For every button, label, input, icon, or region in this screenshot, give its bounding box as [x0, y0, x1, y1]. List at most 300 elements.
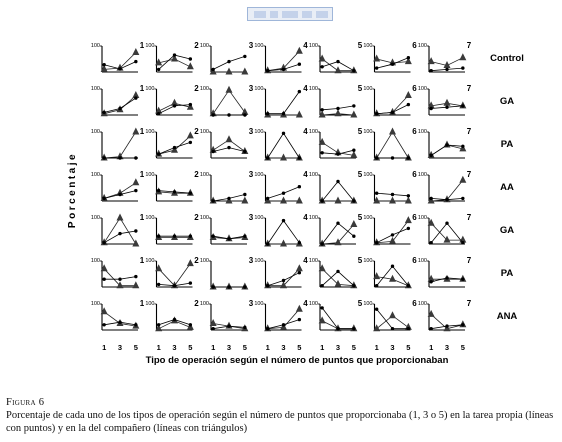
x-tick-labels [102, 343, 465, 352]
partner-triangle-marker [132, 281, 139, 288]
own-dot-marker [352, 284, 355, 287]
own-dot-marker [461, 145, 464, 148]
own-dot-marker [282, 132, 285, 135]
own-dot-marker [445, 68, 448, 71]
panel-y-tick-label: 100 [308, 215, 318, 221]
own-dot-marker [336, 327, 339, 330]
panel-y-tick-label: 100 [145, 258, 155, 264]
own-dot-marker [407, 194, 410, 197]
own-dot-marker [189, 323, 192, 326]
own-dot-marker [429, 154, 432, 157]
panel-y-tick-label: 100 [254, 301, 264, 307]
own-dot-marker [227, 146, 230, 149]
own-dot-marker [282, 192, 285, 195]
panel-column-number: 4 [303, 127, 308, 136]
panel-y-tick-label: 100 [199, 301, 209, 307]
own-dot-marker [189, 192, 192, 195]
series-line-own [268, 92, 300, 114]
row-label: PA [500, 139, 514, 150]
partner-triangle-marker [389, 197, 396, 204]
own-dot-marker [391, 233, 394, 236]
panel-column-number: 1 [139, 256, 145, 265]
panel-4-1 [91, 170, 145, 201]
panel-y-tick-label: 100 [363, 215, 373, 221]
row-labels [490, 53, 524, 322]
own-dot-marker [134, 189, 137, 192]
own-dot-marker [118, 278, 121, 281]
panel-y-tick-label: 100 [145, 129, 155, 135]
own-dot-marker [407, 284, 410, 287]
own-dot-marker [134, 156, 137, 159]
panel-column-number: 5 [357, 256, 363, 265]
own-dot-marker [266, 327, 269, 330]
own-dot-marker [298, 62, 301, 65]
panel-y-tick-label: 100 [363, 43, 373, 49]
own-dot-marker [375, 192, 378, 195]
own-dot-marker [266, 112, 269, 115]
panel-column-number: 7 [466, 84, 472, 93]
own-dot-marker [391, 111, 394, 114]
own-dot-marker [243, 235, 246, 238]
partner-triangle-marker [241, 197, 248, 204]
own-dot-marker [375, 308, 378, 311]
panel-column-number: 4 [303, 41, 308, 50]
panel-1-6 [363, 41, 417, 72]
panel-y-tick-label: 100 [90, 172, 100, 178]
panel-2-7 [418, 84, 472, 115]
own-dot-marker [243, 55, 246, 58]
panel-7-5 [309, 299, 363, 331]
own-dot-marker [298, 318, 301, 321]
own-dot-marker [118, 232, 121, 235]
panel-column-number: 7 [466, 256, 472, 265]
series-line-partner [377, 132, 409, 158]
panel-column-number: 7 [466, 170, 472, 179]
panel-column-number: 4 [303, 299, 308, 308]
panel-column-number: 2 [194, 170, 199, 179]
own-dot-marker [391, 193, 394, 196]
own-dot-marker [266, 284, 269, 287]
panel-2-2 [145, 84, 199, 115]
panel-y-tick-label: 100 [308, 129, 318, 135]
panel-y-tick-label: 100 [363, 172, 373, 178]
partner-triangle-marker [280, 240, 287, 247]
row-label: Control [490, 53, 524, 64]
panel-y-tick-label: 100 [308, 43, 318, 49]
panel-y-tick-label: 100 [417, 129, 427, 135]
own-dot-marker [189, 141, 192, 144]
panel-y-tick-label: 100 [363, 258, 373, 264]
own-dot-marker [320, 306, 323, 309]
own-dot-marker [429, 69, 432, 72]
partner-triangle-marker [132, 178, 139, 185]
panel-2-1 [91, 84, 145, 116]
own-dot-marker [320, 108, 323, 111]
panel-column-number: 1 [139, 84, 145, 93]
x-tick-label: 5 [188, 343, 193, 352]
own-dot-marker [429, 327, 432, 330]
panel-3-2 [145, 127, 199, 158]
own-dot-marker [211, 235, 214, 238]
panel-6-2 [145, 256, 199, 288]
x-tick-label: 3 [390, 343, 395, 352]
panel-7-1 [91, 299, 145, 330]
figure-caption: Porcentaje de cada uno de los tipos de operación según el número de puntos que proporcionaba (1, 3 o 5) en la tarea propia (líneas con puntos) y en la del compañero (líneas con triángulos) [6, 410, 554, 434]
partner-triangle-marker [389, 275, 396, 282]
own-dot-marker [189, 235, 192, 238]
panel-column-number: 5 [357, 41, 363, 50]
own-dot-marker [445, 106, 448, 109]
partner-triangle-marker [132, 48, 139, 55]
own-dot-marker [391, 327, 394, 330]
own-dot-marker [445, 324, 448, 327]
own-dot-marker [391, 156, 394, 159]
own-dot-marker [282, 68, 285, 71]
panel-column-number: 7 [466, 41, 472, 50]
panel-column-number: 5 [357, 213, 363, 222]
own-dot-marker [461, 323, 464, 326]
own-dot-marker [461, 66, 464, 69]
own-dot-marker [352, 327, 355, 330]
own-dot-marker [227, 197, 230, 200]
partner-triangle-marker [187, 131, 194, 138]
panel-column-number: 3 [248, 170, 254, 179]
panel-column-number: 6 [412, 213, 417, 222]
own-dot-marker [173, 190, 176, 193]
own-dot-marker [391, 62, 394, 65]
partner-triangle-marker [350, 151, 357, 158]
panel-y-tick-label: 100 [308, 86, 318, 92]
partner-triangle-marker [132, 128, 139, 135]
panel-5-2 [145, 213, 199, 244]
panel-column-number: 3 [248, 256, 254, 265]
partner-triangle-marker [296, 197, 303, 204]
partner-triangle-marker [296, 305, 303, 312]
partner-triangle-marker [444, 99, 451, 106]
own-dot-marker [227, 324, 230, 327]
panel-y-tick-label: 100 [363, 129, 373, 135]
panel-y-tick-label: 100 [363, 301, 373, 307]
own-dot-marker [266, 156, 269, 159]
panel-y-tick-label: 100 [145, 215, 155, 221]
x-tick-label: 3 [226, 343, 232, 352]
own-dot-marker [461, 278, 464, 281]
own-dot-marker [189, 103, 192, 106]
panel-column-number: 2 [194, 84, 199, 93]
own-dot-marker [266, 197, 269, 200]
panel-3-1 [91, 127, 145, 161]
panel-6-3 [200, 256, 254, 290]
panel-y-tick-label: 100 [417, 215, 427, 221]
partner-triangle-marker [296, 264, 303, 271]
own-dot-marker [320, 65, 323, 68]
panel-y-tick-label: 100 [254, 86, 264, 92]
panel-1-1 [91, 41, 145, 72]
x-tick-label: 3 [335, 343, 341, 352]
panel-y-tick-label: 100 [254, 129, 264, 135]
panel-column-number: 3 [248, 41, 254, 50]
panel-column-number: 5 [357, 299, 363, 308]
own-dot-marker [243, 193, 246, 196]
panel-column-number: 6 [412, 170, 417, 179]
own-dot-marker [407, 103, 410, 106]
own-dot-marker [157, 323, 160, 326]
own-dot-marker [375, 284, 378, 287]
own-dot-marker [336, 270, 339, 273]
own-dot-marker [336, 152, 339, 155]
own-dot-marker [211, 199, 214, 202]
x-tick-label: 1 [156, 343, 161, 352]
own-dot-marker [445, 198, 448, 201]
row-label: PA [500, 268, 514, 279]
partner-triangle-marker [405, 197, 412, 204]
partner-triangle-marker [335, 109, 342, 116]
partner-triangle-marker [335, 197, 342, 204]
panel-y-tick-label: 100 [199, 43, 209, 49]
own-dot-marker [352, 69, 355, 72]
own-dot-marker [118, 67, 121, 70]
panel-1-2 [145, 41, 199, 72]
panel-4-7 [418, 170, 472, 204]
partner-triangle-marker [187, 259, 194, 266]
panel-6-5 [309, 256, 363, 288]
own-dot-marker [320, 242, 323, 245]
panel-3-7 [418, 127, 472, 158]
own-dot-marker [375, 66, 378, 69]
own-dot-marker [391, 265, 394, 268]
partner-triangle-marker [389, 128, 396, 135]
x-tick-label: 1 [265, 343, 270, 352]
own-dot-marker [189, 281, 192, 284]
own-dot-marker [445, 143, 448, 146]
x-tick-label: 5 [297, 343, 302, 352]
panel-4-6 [363, 170, 417, 204]
partner-triangle-marker [389, 311, 396, 318]
panel-column-number: 2 [194, 127, 199, 136]
panel-y-tick-label: 100 [90, 301, 100, 307]
own-dot-marker [336, 180, 339, 183]
panel-column-number: 4 [303, 256, 308, 265]
own-dot-marker [102, 111, 105, 114]
panel-column-number: 1 [139, 170, 145, 179]
partner-triangle-marker [226, 68, 233, 75]
own-dot-marker [375, 112, 378, 115]
own-dot-marker [445, 276, 448, 279]
partner-triangle-marker [280, 154, 287, 161]
own-dot-marker [407, 227, 410, 230]
panel-column-number: 2 [194, 299, 199, 308]
panel-2-5 [309, 84, 363, 118]
own-dot-marker [118, 156, 121, 159]
panel-column-number: 3 [248, 127, 254, 136]
partner-triangle-marker [296, 111, 303, 118]
own-dot-marker [102, 241, 105, 244]
panel-5-4 [254, 213, 308, 247]
row-label: GA [499, 96, 515, 107]
own-dot-marker [243, 326, 246, 329]
panel-column-number: 2 [194, 213, 199, 222]
own-dot-marker [298, 90, 301, 93]
panel-y-tick-label: 100 [254, 43, 264, 49]
partner-triangle-marker [459, 176, 466, 183]
own-dot-marker [173, 318, 176, 321]
panel-3-4 [254, 127, 308, 161]
panel-5-1 [91, 213, 145, 247]
panel-y-tick-label: 100 [90, 86, 100, 92]
x-tick-label: 1 [211, 343, 216, 352]
partner-triangle-marker [335, 280, 342, 287]
panel-y-tick-label: 100 [254, 172, 264, 178]
own-dot-marker [320, 151, 323, 154]
own-dot-marker [134, 229, 137, 232]
own-dot-marker [282, 112, 285, 115]
panel-1-4 [254, 41, 308, 73]
own-dot-marker [282, 279, 285, 282]
panel-y-tick-label: 100 [145, 43, 155, 49]
x-tick-label: 1 [320, 343, 325, 352]
panel-6-1 [91, 256, 145, 288]
panel-7-4 [254, 299, 308, 331]
own-dot-marker [157, 283, 160, 286]
own-dot-marker [227, 285, 230, 288]
own-dot-marker [243, 113, 246, 116]
panel-y-tick-label: 100 [145, 172, 155, 178]
own-dot-marker [211, 150, 214, 153]
own-dot-marker [173, 235, 176, 238]
own-dot-marker [227, 237, 230, 240]
x-tick-label: 5 [133, 343, 138, 352]
own-dot-marker [352, 149, 355, 152]
own-dot-marker [266, 242, 269, 245]
panel-2-6 [363, 84, 417, 116]
own-dot-marker [461, 241, 464, 244]
panel-column-number: 5 [357, 170, 363, 179]
panel-column-number: 6 [412, 41, 417, 50]
panel-y-tick-label: 100 [417, 258, 427, 264]
own-dot-marker [157, 112, 160, 115]
own-dot-marker [320, 284, 323, 287]
panel-4-4 [254, 170, 308, 204]
x-tick-label: 5 [242, 343, 247, 352]
x-tick-label: 3 [281, 343, 286, 352]
panel-y-tick-label: 100 [308, 258, 318, 264]
own-dot-marker [282, 219, 285, 222]
panel-column-number: 1 [139, 41, 145, 50]
panel-y-tick-label: 100 [363, 86, 373, 92]
own-dot-marker [157, 68, 160, 71]
own-dot-marker [134, 96, 137, 99]
panel-y-tick-label: 100 [90, 129, 100, 135]
own-dot-marker [266, 69, 269, 72]
panel-y-tick-label: 100 [417, 172, 427, 178]
own-dot-marker [157, 235, 160, 238]
panel-y-tick-label: 100 [254, 258, 264, 264]
panel-column-number: 6 [412, 127, 417, 136]
own-dot-marker [173, 104, 176, 107]
own-dot-marker [134, 275, 137, 278]
own-dot-marker [118, 107, 121, 110]
panel-y-tick-label: 100 [308, 172, 318, 178]
panel-y-tick-label: 100 [417, 43, 427, 49]
partner-triangle-marker [117, 281, 124, 288]
y-axis-label: Porcentaje [67, 151, 78, 229]
own-dot-marker [211, 285, 214, 288]
panel-4-2 [145, 170, 199, 201]
own-dot-marker [243, 285, 246, 288]
x-tick-label: 1 [102, 343, 107, 352]
panel-column-number: 4 [303, 84, 308, 93]
partner-triangle-marker [405, 216, 412, 223]
panel-y-tick-label: 100 [145, 86, 155, 92]
own-dot-marker [375, 156, 378, 159]
own-dot-marker [407, 327, 410, 330]
series-line-partner [213, 90, 245, 113]
own-dot-marker [352, 199, 355, 202]
panel-column-number: 3 [248, 213, 254, 222]
own-dot-marker [118, 193, 121, 196]
own-dot-marker [102, 63, 105, 66]
own-dot-marker [320, 199, 323, 202]
panel-y-tick-label: 100 [199, 129, 209, 135]
panel-column-number: 3 [248, 84, 254, 93]
x-tick-label: 5 [460, 343, 465, 352]
own-dot-marker [352, 104, 355, 107]
panel-4-3 [200, 170, 254, 204]
own-dot-marker [445, 222, 448, 225]
panel-1-3 [200, 41, 254, 75]
row-label: ANA [496, 311, 518, 322]
panel-7-3 [200, 299, 254, 331]
x-tick-label: 3 [444, 343, 450, 352]
panel-y-tick-label: 100 [417, 301, 427, 307]
partner-triangle-marker [405, 91, 412, 98]
own-dot-marker [336, 222, 339, 225]
own-dot-marker [134, 60, 137, 63]
own-dot-marker [227, 60, 230, 63]
own-dot-marker [429, 197, 432, 200]
own-dot-marker [429, 107, 432, 110]
panel-3-6 [363, 127, 417, 161]
row-label: AA [500, 182, 514, 193]
panel-column-number: 1 [139, 299, 145, 308]
x-tick-label: 3 [172, 343, 177, 352]
panel-column-number: 2 [194, 41, 199, 50]
x-tick-label: 5 [351, 343, 356, 352]
panel-column-number: 7 [466, 213, 472, 222]
own-dot-marker [102, 278, 105, 281]
own-dot-marker [211, 327, 214, 330]
panel-y-tick-label: 100 [145, 301, 155, 307]
partner-triangle-marker [296, 47, 303, 54]
panel-1-5 [309, 41, 363, 73]
panel-column-number: 5 [357, 127, 363, 136]
own-dot-marker [298, 241, 301, 244]
panel-6-7 [418, 256, 472, 287]
own-dot-marker [336, 60, 339, 63]
x-tick-label: 1 [429, 343, 434, 352]
own-dot-marker [157, 189, 160, 192]
panel-1-7 [418, 41, 472, 72]
panel-7-2 [145, 299, 199, 331]
panel-column-number: 4 [303, 170, 308, 179]
panel-column-number: 6 [412, 299, 417, 308]
partner-triangle-marker [226, 86, 233, 93]
x-tick-label: 1 [374, 343, 379, 352]
panel-column-number: 4 [303, 213, 308, 222]
own-dot-marker [173, 284, 176, 287]
partner-triangle-marker [117, 214, 124, 221]
panel-column-number: 7 [466, 127, 472, 136]
